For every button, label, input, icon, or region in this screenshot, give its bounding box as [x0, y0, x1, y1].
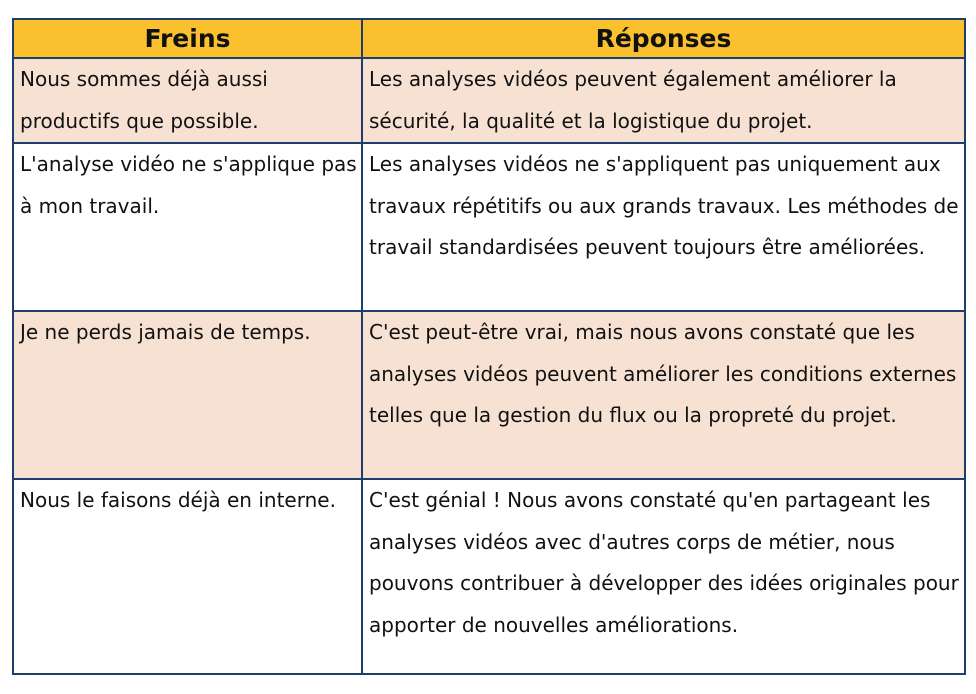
freins-reponses-table [12, 18, 966, 675]
frein-cell: Je ne perds jamais de temps. [13, 311, 362, 479]
header-freins: Freins [13, 19, 362, 58]
frein-cell: Nous le faisons déjà en interne. [13, 479, 362, 674]
frein-cell: Nous sommes déjà aussi productifs que possible. [13, 58, 362, 143]
reponse-cell: Les analyses vidéos peuvent également améliorer la sécurité, la qualité et la logistique du projet. [362, 58, 965, 143]
reponse-cell: C'est peut-être vrai, mais nous avons constaté que les analyses vidéos peuvent améliorer les conditions externes telles que la gestion du flux ou la propreté du projet. [362, 311, 965, 479]
table-row [13, 311, 965, 479]
header-reponses: Réponses [362, 19, 965, 58]
table-row [13, 143, 965, 311]
frein-cell: L'analyse vidéo ne s'applique pas à mon travail. [13, 143, 362, 311]
table-row [13, 479, 965, 674]
table-row [13, 58, 965, 143]
header-row [13, 19, 965, 58]
reponse-cell: C'est génial ! Nous avons constaté qu'en partageant les analyses vidéos avec d'autres corps de métier, nous pouvons contribuer à développer des idées originales pour apporter de nouvelles améliorations. [362, 479, 965, 674]
reponse-cell: Les analyses vidéos ne s'appliquent pas uniquement aux travaux répétitifs ou aux grands travaux. Les méthodes de travail standardisées peuvent toujours être améliorées. [362, 143, 965, 311]
